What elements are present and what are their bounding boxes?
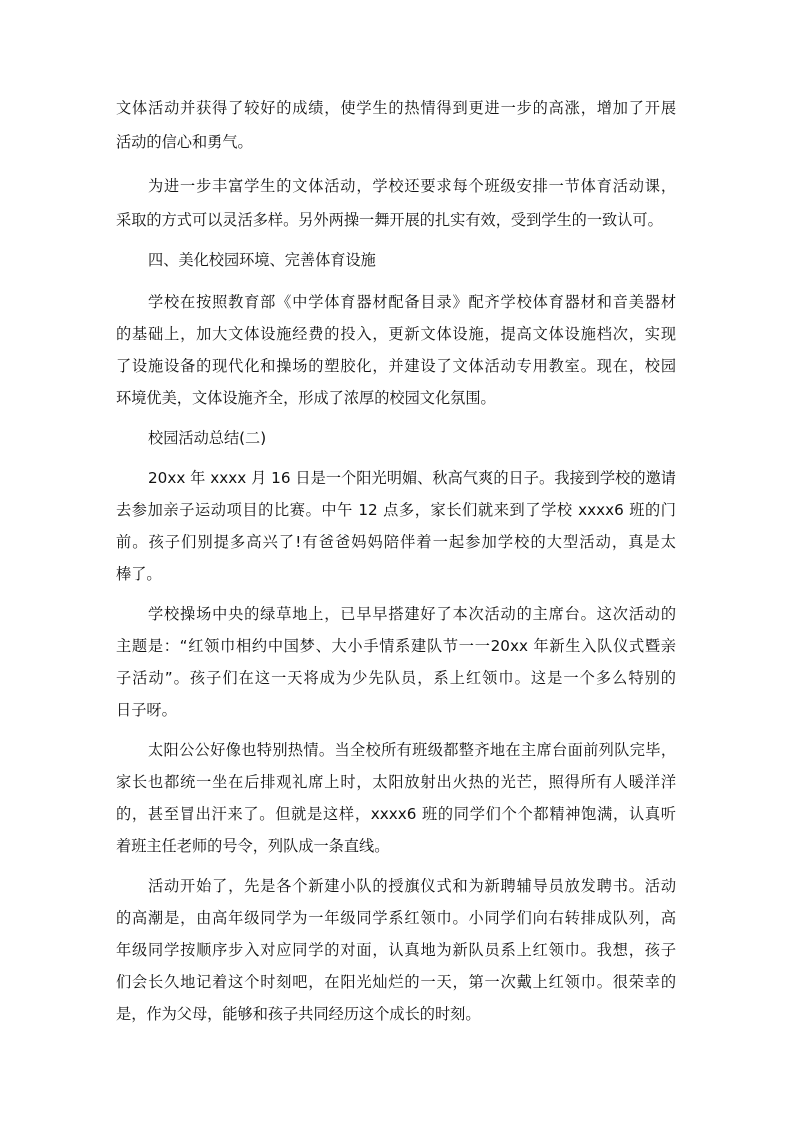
- section-heading: 校园活动总结(二): [148, 429, 267, 447]
- text-line: 年级同学按顺序步入对应同学的对面，认真地为新队员系上红领巾。我想，孩子: [116, 941, 676, 959]
- text-line: 日子呀。: [116, 701, 177, 719]
- text-line: 了设施设备的现代化和操场的塑胶化，并建设了文体活动专用教室。现在，校园: [116, 357, 676, 375]
- text-line: 太阳公公好像也特别热情。当全校所有班级都整齐地在主席台面前列队完毕，: [148, 741, 676, 759]
- text-line: 子活动”。孩子们在这一天将成为少先队员，系上红领巾。这是一个多么特别的: [116, 669, 676, 687]
- text-line: 前。孩子们别提多高兴了!有爸爸妈妈陪伴着一起参加学校的大型活动，真是太: [116, 533, 676, 551]
- text-line: 学校在按照教育部《中学体育器材配备目录》配齐学校体育器材和音美器材: [148, 293, 676, 311]
- section-heading: 四、美化校园环境、完善体育设施: [148, 251, 376, 269]
- text-line: 是，作为父母，能够和孩子共同经历这个成长的时刻。: [116, 1005, 481, 1023]
- text-line: 去参加亲子运动项目的比赛。中午 12 点多，家长们就来到了学校 xxxx6 班的门: [116, 501, 676, 519]
- text-line: 的，甚至冒出汗来了。但就是这样，xxxx6 班的同学们个个都精神饱满，认真听: [116, 805, 676, 823]
- text-line: 着班主任老师的号令，列队成一条直线。: [116, 837, 390, 855]
- text-line: 主题是：“红领巾相约中国梦、大小手情系建队节一一20xx 年新生入队仪式暨亲: [116, 637, 676, 655]
- text-line: 家长也都统一坐在后排观礼席上时，太阳放射出火热的光芒，照得所有人暖洋洋: [116, 773, 676, 791]
- text-line: 棒了。: [116, 565, 162, 583]
- text-line: 为进一步丰富学生的文体活动，学校还要求每个班级安排一节体育活动课，: [148, 177, 676, 195]
- text-line: 的高潮是，由高年级同学为一年级同学系红领巾。小同学们向右转排成队列，高: [116, 909, 676, 927]
- text-line: 活动的信心和勇气。: [116, 133, 253, 151]
- text-line: 环境优美，文体设施齐全，形成了浓厚的校园文化氛围。: [116, 389, 496, 407]
- text-line: 采取的方式可以灵活多样。另外两操一舞开展的扎实有效，受到学生的一致认可。: [116, 211, 663, 229]
- text-line: 学校操场中央的绿草地上，已早早搭建好了本次活动的主席台。这次活动的: [148, 605, 676, 623]
- text-line: 20xx 年 xxxx 月 16 日是一个阳光明媚、秋高气爽的日子。我接到学校的邀请: [148, 469, 676, 487]
- text-line: 们会长久地记着这个时刻吧，在阳光灿烂的一天，第一次戴上红领巾。很荣幸的: [116, 973, 676, 991]
- text-line: 文体活动并获得了较好的成绩，使学生的热情得到更进一步的高涨，增加了开展: [116, 99, 676, 117]
- text-line: 的基础上，加大文体设施经费的投入，更新文体设施，提高文体设施档次，实现: [116, 325, 676, 343]
- text-line: 活动开始了，先是各个新建小队的授旗仪式和为新聘辅导员放发聘书。活动: [148, 877, 676, 895]
